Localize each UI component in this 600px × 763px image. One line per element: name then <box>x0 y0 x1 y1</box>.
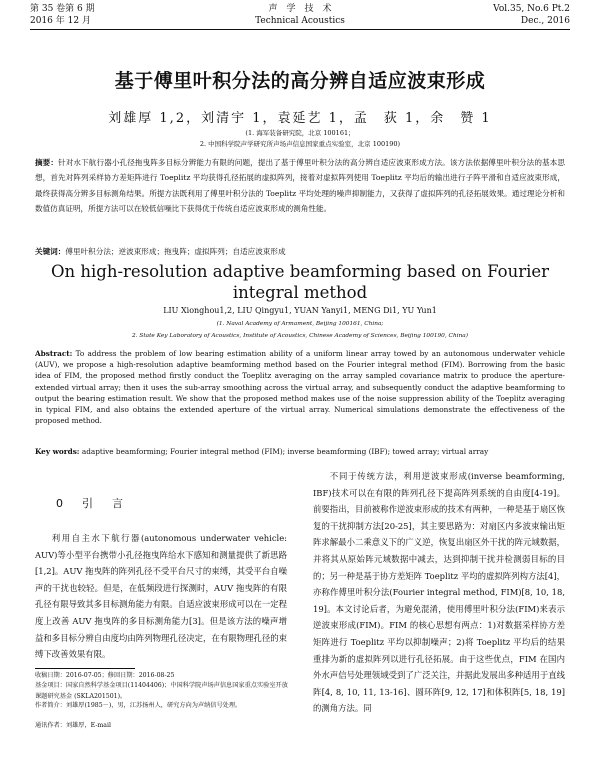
keywords-zh-text: 傅里叶积分法；逆波束形成；拖曳阵；虚拟阵列；自适应波束形成 <box>65 247 286 256</box>
footnote-received: 收稿日期：2016-07-05；修回日期：2016-08-25 <box>35 672 175 679</box>
abstract-en-text: To address the problem of low bearing estimation ability of a uniform linear array towed by an autonomous underwater vehicle (AUV), we propose a high-resolution adaptive beamforming method based on the Fourier integral method (FIM). Borrowing from the basic idea of FIM, the proposed method firstly conduct the Toeplitz averaging on the array sampled covariance matrix to produce the aperture-extended virtual array; then it uses the sub-array smoothing across the virtual array, and subsequently conduct the adaptive beamforming to output the bearing estimation result. We show that the proposed method makes use of the noise suppression ability of the Toeplitz averaging in typical FIM, and also obtains the extended aperture of the virtual array. Numerical simulations demonstrate the effectiveness of the proposed method. <box>35 349 565 426</box>
header-rule <box>30 29 570 30</box>
abstract-zh <box>35 155 565 216</box>
keywords-zh <box>35 246 565 258</box>
footnote-corresponding: 通讯作者：刘雄厚，E-mail <box>35 722 111 729</box>
footnote-author-bio: 作者简介：刘雄厚(1985－)，男，江苏扬州人，研究方向为声纳信号处理。 <box>35 702 242 709</box>
intro-paragraph-left: 利用自主水下航行器(autonomous underwater vehicle: AUV)等小型平台携带小孔径拖曳阵给水下感知和测量提供了新思路[1,2]。AUV 拖曳阵的阵列孔径不受平台尺寸的束缚，其受平台自噪声的干扰也较轻。但是，在低频段进行探测时，AUV 拖曳阵的有限孔径有限导致其多目标测角能力有限。自适应波束形成可以在一定程度上改善 AUV 拖曳阵的多目标测角能力[3]。但是该方法的噪声增益和多目标分辨自由度均由阵列物理孔径决定，在有限物理孔径的束缚下改善效果有限。 <box>35 533 287 660</box>
journal-zh: 声 学 技 术 <box>268 4 332 14</box>
abstract-zh-text: 针对水下航行器小孔径拖曳阵多目标分辨能力有限的问题，提出了基于傅里叶积分法的高分辨自适应波束形成方法。该方法依据傅里叶积分法的基本思想，首先对阵列采样协方差矩阵进行 Toeplitz 平均获得孔径拓展的虚拟阵列，接着对虚拟阵列使用 Toeplitz 平均后的输出进行子阵平滑和自适应波束形成，最终获得高分辨多目标测角结果。所提方法既利用了傅里叶积分法的 Toeplitz 平均处理的噪声抑制能力，又获得了虚拟阵列的孔径拓展效果。通过理论分析和数值仿真证明，所提方法可以在较低信噪比下获得优于传统自适应波束形成的测角性能。 <box>35 158 566 213</box>
abstract-en <box>35 348 565 426</box>
abstract-zh-label: 摘要： <box>35 158 59 167</box>
footnote-funding: 基金项目：国家自然科学基金项目(11404406)；中国科学院声场声信息国家重点实验室开放课题研究基金 (SKLA201501)。 <box>35 682 288 700</box>
volume-zh: 第 35 卷第 6 期 <box>30 4 95 14</box>
running-header <box>30 0 570 28</box>
affiliation-zh-1: (1. 海军装备研究院，北京 100161； <box>245 129 355 137</box>
abstract-en-label: Abstract: <box>35 349 73 358</box>
paper-title-en: On high-resolution adaptive beamforming based on Fourier integral method <box>50 262 550 302</box>
keywords-zh-label: 关键词： <box>35 247 66 256</box>
date-zh: 2016 年 12 月 <box>30 16 91 26</box>
keywords-en <box>35 446 565 457</box>
affiliation-en-2: 2. State Key Laboratory of Acoustics, Institute of Acoustics, Chinese Academy of Sciences, Beijing 100190, China) <box>131 333 469 339</box>
section-heading-introduction: 0 引 言 <box>56 497 127 510</box>
paper-title-zh: 基于傅里叶积分法的高分辨自适应波束形成 <box>114 70 486 92</box>
intro-paragraph-right: 不同于传统方法，利用逆波束形成(inverse beamforming, IBF)技术可以在有限的阵列孔径下提高阵列系统的自由度[4-19]。前要指出，目前被称作逆波束形成的技术有两种，一种是基于扇区恢复的干扰抑制方法[20-25]，其主要思路为：对扇区内多波束输出矩阵求解最小二乘意义下的广义逆，恢复出扇区外干扰的阵元域数据，并将其从原始阵元域数据中减去，达到抑制干扰并检测弱目标的目的；另一种是基于协方差矩阵 Toeplitz 平均的虚拟阵列构方法[4]，亦称作傅里叶积分法(Fourier integral method, FIM)[8, 10, 18, 19]。本文讨论后者，为避免混淆，使用傅里叶积分法(FIM)来表示逆波束形成(FIM)。FIM 的核心思想有两点：1)对数据采样协方差矩阵进行 Toeplitz 平均以抑制噪声；2)将 Toeplitz 平均后的结果重排为新的虚拟阵列以进行孔径拓展。由于这些优点，FIM 在国内外水声信号处理领域受到了广泛关注，并据此发展出多种适用于直线阵[4, 8, 10, 11, 13-16]、圆环阵[9, 12, 17]和体积阵[5, 18, 19]的测角方法。同 <box>313 471 565 714</box>
keywords-en-label: Key words: <box>35 447 80 456</box>
journal-en: Technical Acoustics <box>255 16 345 26</box>
footnote-rule <box>35 668 135 669</box>
volume-en: Vol.35, No.6 Pt.2 <box>493 4 570 14</box>
date-en: Dec., 2016 <box>520 16 570 26</box>
affiliation-zh-2: 2. 中国科学院声学研究所声场声信息国家重点实验室，北京 100190) <box>199 140 401 148</box>
affiliation-en-1: (1. Naval Academy of Armament, Beijing 100161, China; <box>216 321 384 327</box>
authors-zh: 刘雄厚 1,2，刘清宇 1，袁延艺 1，孟 荻 1，余 赞 1 <box>108 111 492 126</box>
right-column <box>313 468 565 717</box>
keywords-en-text: adaptive beamforming; Fourier integral method (FIM); inverse beamforming (IBF); towed array; virtual array <box>81 447 489 456</box>
authors-en: LIU Xionghou1,2, LIU Qingyu1, YUAN Yanyi1, MENG Di1, YU Yun1 <box>163 306 437 315</box>
